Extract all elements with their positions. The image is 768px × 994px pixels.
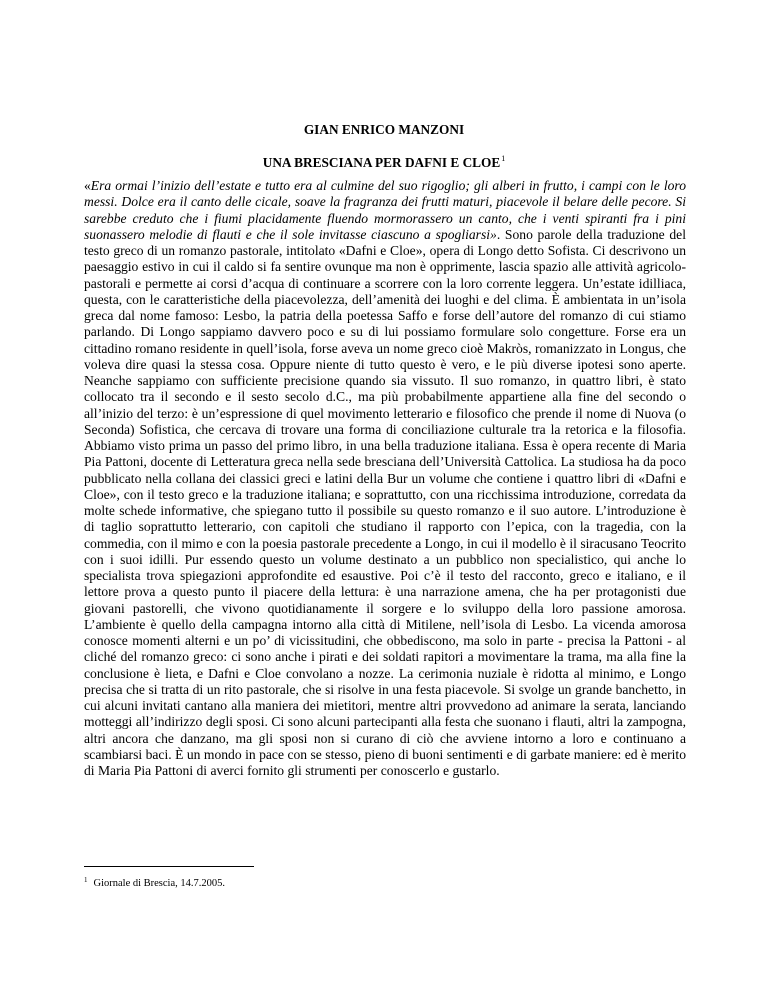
footnote-marker: 1: [84, 876, 88, 884]
footnote-text: Giornale di Brescia, 14.7.2005.: [93, 878, 226, 889]
article-body: [84, 178, 686, 779]
author-name: GIAN ENRICO MANZONI: [303, 122, 465, 137]
article-title-text: UNA BRESCIANA PER DAFNI E CLOE: [262, 155, 501, 170]
body-paragraph: . Sono parole della traduzione del testo greco di un romanzo pastorale, intitolato «Dafni e Cloe», opera di Longo detto Sofista. Ci descrivono un paesaggio estivo in cui il caldo si fa sentire ovunque ma non è opprimente, lascia spazio alle attività agricolo-pastorali e permette ai corsi d’acqua di continuare a scorrere con la loro corrente leggera. Un’estate idilliaca, questa, con le caratteristiche della piacevolezza, dell’amenità dei luoghi e del clima. È ambientata in un’isola greca dal nome famoso: Lesbo, la patria della poetessa Saffo e forse dell’autore del romanzo di cui stiamo parlando. Di Longo sappiamo davvero poco e su di lui possiamo formulare solo congetture. Forse era un cittadino romano residente in quell’isola, forse aveva un nome greco cioè Makròs, romanizzato in Longus, che voleva dire quasi la stessa cosa. Oppure niente di tutto questo è vero, e le più diverse ipotesi sono aperte. Neanche sappiamo con sufficiente precisione quando sia vissuto. Il suo romanzo, in quattro libri, è stato collocato tra il secondo e il sesto secolo d.C., ma più probabilmente appartiene alla fine del secondo o all’inizio del terzo: è un’espressione di quel movimento letterario e filosofico che prende il nome di Nuova (o Seconda) Sofistica, che cercava di trovare una forma di conciliazione culturale tra la retorica e la filosofia. Abbiamo visto prima un passo del primo libro, in una bella traduzione italiana. Essa è opera recente di Maria Pia Pattoni, docente di Letteratura greca nella sede bresciana dell’Università Cattolica. La studiosa ha da poco pubblicato nella collana dei classici greci e latini della Bur un volume che contiene i quattro libri di «Dafni e Cloe», con il testo greco e la traduzione italiana; e soprattutto, con una ricchissima introduzione, corredata da molte schede informative, che spiegano tutto il possibile su questo romanzo e il suo autore. L’introduzione è di taglio soprattutto letterario, con capitoli che studiano il rapporto con l’epica, con la tragedia, con la commedia, con il mimo e con la poesia pastorale precedente a Longo, in cui il modello è il siracusano Teocrito con i suoi idilli. Pur essendo questo un volume destinato a un pubblico non specialistico, qui anche lo specialista trova spiegazioni approfondite ed esaustive. Poi c’è il testo del racconto, greco e italiano, e il lettore prova a questo punto il piacere della lettura: è una narrazione amena, che ha per protagonisti due giovani pastorelli, che vivono quotidianamente il sorgere e lo sviluppo della loro passione amorosa. L’ambiente è quello della campagna intorno alla città di Mitilene, nell’isola di Lesbo. La vicenda amorosa conosce momenti alterni e un po’ di vicissitudini, che obbediscono, ma solo in parte - precisa la Pattoni - al cliché del romanzo greco: ci sono anche i pirati e dei soldati rapitori a movimentare la trama, ma alla fine la conclusione è lieta, e Dafni e Cloe convolano a nozze. La cerimonia nuziale è ridotta al minimo, e Longo precisa che si tratta di un rito pastorale, che si risolve in una festa piacevole. Si svolge un grande banchetto, in cui alcuni invitati cantano alla maniera dei mietitori, mentre altri provvedono ad animare la serata, lanciando motteggi all’indirizzo degli sposi. Ci sono alcuni partecipanti alla festa che suonano i flauti, altri la zampogna, altri ancora che danzano, ma gli sposi non si curano di ciò che avviene intorno a loro e continuano a scambiarsi baci. È un mondo in pace con se stesso, pieno di buoni sentimenti e di garbate maniere: ed è merito di Maria Pia Pattoni di averci fornito gli strumenti per conoscerlo e gustarlo.: [84, 226, 686, 778]
quoted-passage: Era ormai l’inizio dell’estate e tutto era al culmine del suo rigoglio; gli alberi in frutto, i campi con le loro messi. Dolce era il canto delle cicale, soave la fragranza dei frutti maturi, piacevole il belare delle pecore. Si sarebbe creduto che i fiumi placidamente fluendo mormorassero un canto, che i venti spiranti fra i pini suonassero melodie di flauti e che il sole invitasse ciascuno a spogliarsi»: [84, 178, 686, 242]
article-title: [0, 154, 768, 171]
opening-quote-mark: «: [84, 178, 91, 193]
footnote-separator: [84, 866, 254, 867]
footnote-reference: 1: [501, 154, 506, 163]
footnote: [84, 876, 225, 889]
